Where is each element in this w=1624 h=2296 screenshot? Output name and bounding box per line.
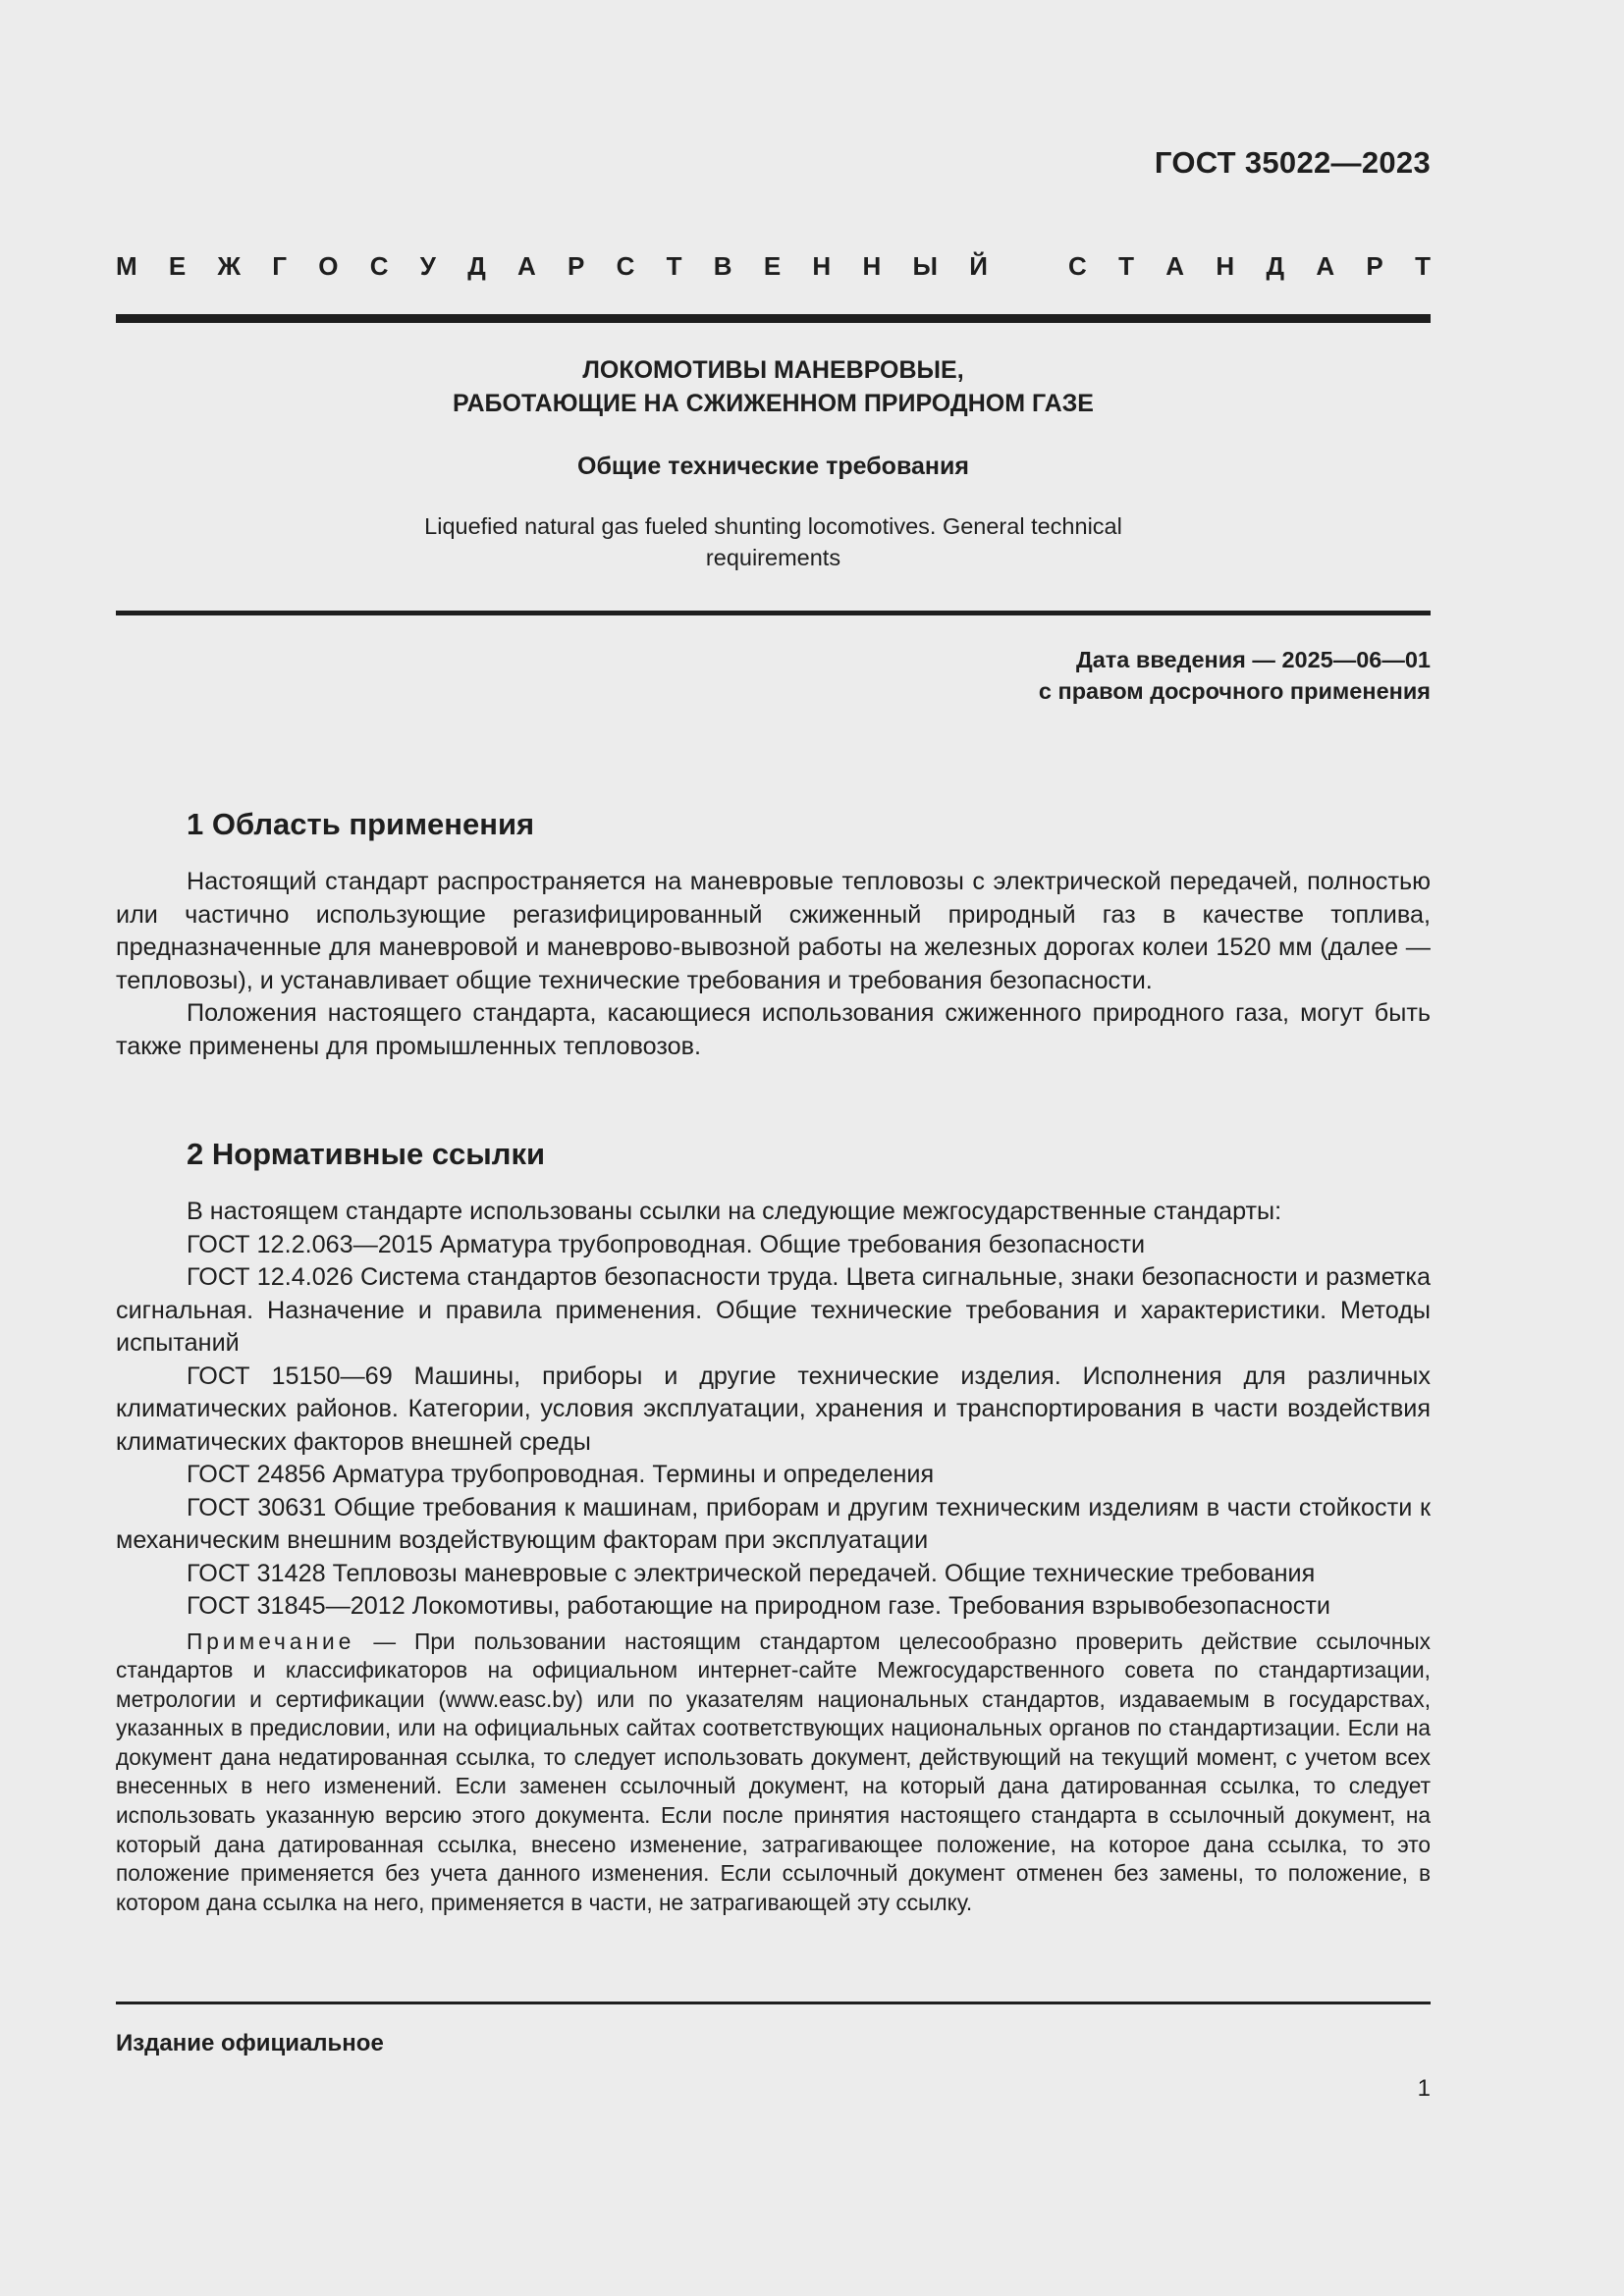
banner-word-standard bbox=[1068, 251, 1431, 282]
banner-letter: Р bbox=[568, 251, 585, 281]
banner-letter: М bbox=[116, 251, 137, 281]
title-english: Liquefied natural gas fueled shunting locomotives. General technical requirements bbox=[424, 513, 1122, 570]
banner-letter: О bbox=[318, 251, 339, 281]
banner-word-interstate bbox=[116, 251, 988, 282]
section-2-heading: 2 Нормативные ссылки bbox=[187, 1137, 546, 1171]
title-line-1: ЛОКОМОТИВЫ МАНЕВРОВЫЕ, bbox=[582, 356, 964, 384]
introduction-date bbox=[1039, 644, 1431, 707]
banner-letter: Т bbox=[1415, 251, 1431, 281]
date-line: Дата введения — 2025—06—01 bbox=[1075, 647, 1431, 672]
title-line-2: РАБОТАЮЩИЕ НА СЖИЖЕННОМ ПРИРОДНОМ ГАЗЕ bbox=[453, 390, 1094, 417]
document-page bbox=[116, 0, 1431, 2296]
header-divider bbox=[116, 314, 1431, 323]
early-application-line: с правом досрочного применения bbox=[1038, 678, 1431, 704]
reference-item: ГОСТ 24856 Арматура трубопроводная. Термины и определения bbox=[187, 1461, 935, 1488]
banner-letter: Н bbox=[812, 251, 832, 281]
reference-item: ГОСТ 15150—69 Машины, приборы и другие технические изделия. Исполнения для различных климатических районов. Категории, условия эксплуатации, хранения и транспортирования в части воздействия климатических факторов внешней среды bbox=[116, 1362, 1431, 1456]
standard-number: ГОСТ 35022—2023 bbox=[1154, 145, 1431, 180]
banner-letter: Т bbox=[666, 251, 682, 281]
banner-letter: Д bbox=[467, 251, 486, 281]
banner-letter: У bbox=[419, 251, 436, 281]
banner-letter: Г bbox=[272, 251, 288, 281]
title-block bbox=[116, 353, 1431, 573]
reference-item: ГОСТ 31845—2012 Локомотивы, работающие на природном газе. Требования взрывобезопасности bbox=[187, 1592, 1330, 1620]
interstate-standard-banner bbox=[116, 251, 1431, 282]
banner-letter: С bbox=[616, 251, 635, 281]
section-1-paragraph-2: Положения настоящего стандарта, касающиеся использования сжиженного природного газа, могут быть также применены для промышленных тепловозов. bbox=[116, 999, 1431, 1060]
banner-letter: В bbox=[713, 251, 732, 281]
banner-letter: С bbox=[369, 251, 389, 281]
reference-item: ГОСТ 31428 Тепловозы маневровые с электрической передачей. Общие технические требования bbox=[187, 1559, 1316, 1587]
reference-item: ГОСТ 12.2.063—2015 Арматура трубопроводная. Общие требования безопасности bbox=[187, 1230, 1146, 1258]
section-1 bbox=[116, 805, 1431, 1063]
banner-letter: Е bbox=[168, 251, 187, 281]
banner-letter: А bbox=[1165, 251, 1185, 281]
banner-letter: А bbox=[1316, 251, 1335, 281]
banner-letter: Й bbox=[969, 251, 988, 281]
banner-letter: Н bbox=[862, 251, 882, 281]
section-2-intro: В настоящем стандарте использованы ссылки на следующие межгосударственные стандарты: bbox=[187, 1198, 1282, 1225]
banner-letter: А bbox=[517, 251, 536, 281]
banner-letter: Ж bbox=[217, 251, 242, 281]
note-label: Примечание bbox=[187, 1628, 355, 1654]
reference-item: ГОСТ 12.4.026 Система стандартов безопасности труда. Цвета сигнальные, знаки безопасности и разметка сигнальная. Назначение и правила применения. Общие технические требования и характеристики. Методы испытаний bbox=[116, 1263, 1431, 1357]
banner-letter: С bbox=[1068, 251, 1087, 281]
banner-letter: Е bbox=[763, 251, 782, 281]
section-1-paragraph-1: Настоящий стандарт распространяется на маневровые тепловозы с электрической передачей, полностью или частично использующие регазифицированный сжиженный природный газ в качестве топлива, предназначенные для маневровой и маневрово-вывозной работы на железных дорогах колеи 1520 мм (далее — тепловозы), и устанавливает общие технические требования и требования безопасности. bbox=[116, 868, 1431, 994]
banner-letter: Д bbox=[1266, 251, 1285, 281]
note-text: — При пользовании настоящим стандартом целесообразно проверить действие ссылочных стандартов и классификаторов на официальном интернет-сайте Межгосударственного совета по стандартизации, метрологии и сертификации (www.easc.by) или по указателям национальных стандартов, издаваемым в государствах, указанных в предисловии, или на официальных сайтах соответствующих национальных органов по стандартизации. Если на документ дана недатированная ссылка, то следует использовать документ, действующий на текущий момент, с учетом всех внесенных в него изменений. Если заменен ссылочный документ, на который дана датированная ссылка, то следует использовать указанную версию этого документа. Если после принятия настоящего стандарта в ссылочный документ, на который дана датированная ссылка, внесено изменение, затрагивающее положение, на которое дана ссылка, то это положение применяется без учета данного изменения. Если ссылочный документ отменен без замены, то положение, в котором дана ссылка на него, применяется в части, не затрагивающей эту ссылку. bbox=[116, 1628, 1431, 1915]
reference-item: ГОСТ 30631 Общие требования к машинам, приборам и другим техническим изделиям в части стойкости к механическим внешним воздействующим факторам при эксплуатации bbox=[116, 1493, 1431, 1554]
reference-list bbox=[116, 1229, 1431, 1624]
section-2 bbox=[116, 1135, 1431, 1917]
official-edition-label: Издание официальное bbox=[116, 2030, 384, 2056]
footer-divider bbox=[116, 2002, 1431, 2004]
page-number: 1 bbox=[1417, 2075, 1431, 2102]
title-divider bbox=[116, 611, 1431, 615]
note bbox=[116, 1628, 1431, 1918]
title-subtitle: Общие технические требования bbox=[577, 453, 969, 480]
banner-letter: Ы bbox=[912, 251, 938, 281]
section-1-heading: 1 Область применения bbox=[187, 807, 535, 841]
banner-letter: Т bbox=[1118, 251, 1134, 281]
banner-letter: Н bbox=[1216, 251, 1235, 281]
banner-letter: Р bbox=[1366, 251, 1383, 281]
